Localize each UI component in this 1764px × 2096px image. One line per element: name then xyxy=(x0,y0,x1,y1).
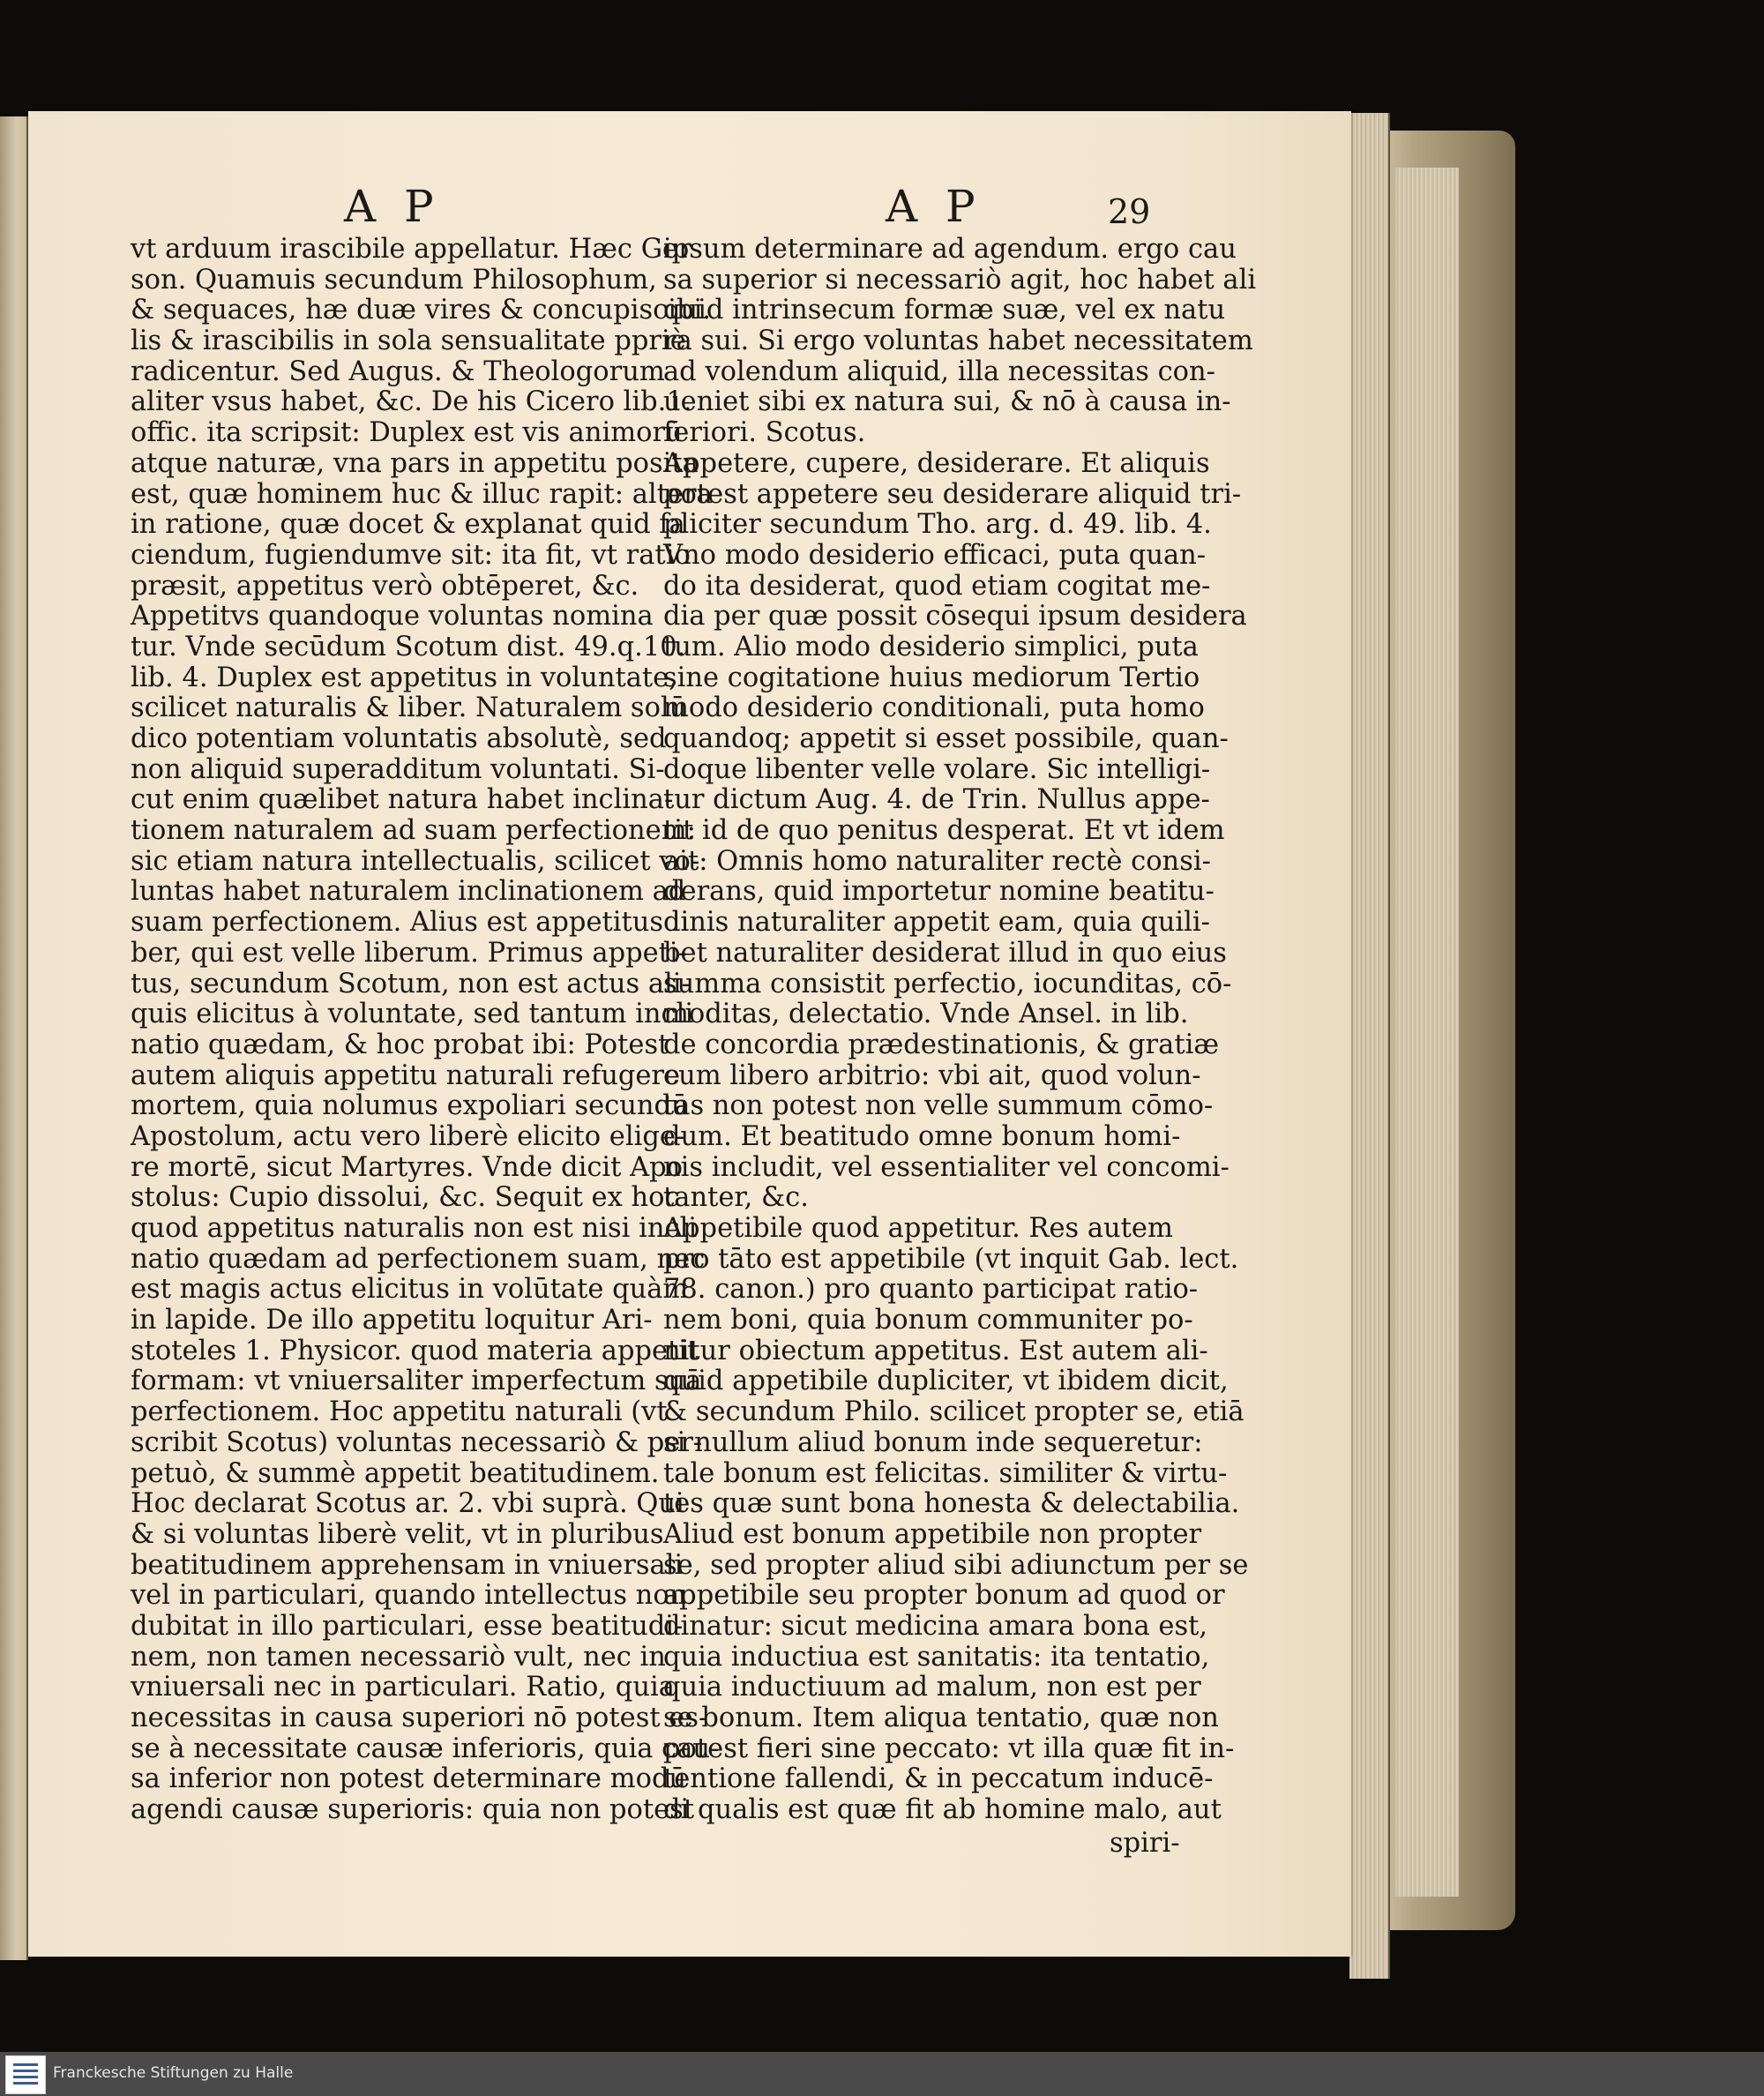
text-line: ber, qui est velle liberum. Primus appeti- xyxy=(131,937,687,969)
text-line: Appetere, cupere, desiderare. Et aliquis xyxy=(663,447,1210,479)
text-line: si nullum aliud bonum inde sequeretur: xyxy=(663,1426,1203,1458)
text-line: in ratione, quæ docet & explanat quid fa xyxy=(131,509,685,541)
text-line: lis & irascibilis in sola sensualitate ppriè xyxy=(131,326,686,357)
text-line: bet naturaliter desiderat illud in quo eius xyxy=(663,937,1227,969)
text-line: Aliud est bonum appetibile non propter xyxy=(663,1518,1202,1550)
text-line: de concordia prædestinationis, & gratiæ xyxy=(663,1029,1220,1060)
text-line: re mortē, sicut Martyres. Vnde dicit Apo xyxy=(131,1151,684,1183)
text-line: sine cogitatione huius mediorum Tertio xyxy=(663,662,1200,693)
text-line: quia inductiua est sanitatis: ita tentatio, xyxy=(663,1641,1210,1673)
text-line: moditas, delectatio. Vnde Ansel. in lib. xyxy=(663,999,1189,1030)
text-line: ait: Omnis homo naturaliter rectè consi- xyxy=(663,845,1211,877)
text-line: nem, non tamen necessariò vult, nec in xyxy=(131,1641,666,1673)
text-line: tentione fallendi, & in peccatum inducē- xyxy=(663,1763,1214,1795)
text-line: & secundum Philo. scilicet propter se, etiā xyxy=(663,1396,1245,1428)
left-text-column xyxy=(131,234,720,1826)
text-line: beatitudinem apprehensam in vniuersali xyxy=(131,1549,684,1581)
page-stack-edges xyxy=(1349,113,1390,1979)
text-line: est magis actus elicitus in volūtate quàm xyxy=(131,1274,689,1306)
text-line: tale bonum est felicitas. similiter & virtu- xyxy=(663,1457,1228,1489)
text-line: doque libenter velle volare. Sic intelligi- xyxy=(663,753,1211,785)
text-line: natio quædam, & hoc probat ibi: Potest xyxy=(131,1029,669,1060)
text-line: necessitas in causa superiori nō potest es- xyxy=(131,1703,708,1733)
text-line: scilicet naturalis & liber. Naturalem solū xyxy=(131,692,687,724)
text-line: cut enim quælibet natura habet inclina- xyxy=(131,784,674,816)
text-line: stolus: Cupio dissolui, &c. Sequit ex hoc xyxy=(131,1182,680,1214)
right-text-column xyxy=(663,234,1257,1826)
text-line: derans, quid importetur nomine beatitu- xyxy=(663,876,1215,908)
text-line: non aliquid superadditum voluntati. Si- xyxy=(131,753,665,785)
text-line: quid intrinsecum formæ suæ, vel ex natu xyxy=(663,295,1226,326)
text-line: dico potentiam voluntatis absolutè, sed xyxy=(131,723,667,754)
text-line: formam: vt vniuersaliter imperfectum suā xyxy=(131,1366,702,1397)
text-line: Hoc declarat Scotus ar. 2. vbi suprà. Qui xyxy=(131,1488,684,1520)
text-line: vel in particulari, quando intellectus non xyxy=(131,1580,687,1612)
text-line: luntas habet naturalem inclinationem ad xyxy=(131,876,686,908)
text-line: stoteles 1. Physicor. quod materia appetit xyxy=(131,1335,699,1366)
text-line: tit id de quo penitus desperat. Et vt idem xyxy=(663,815,1225,847)
text-line: son. Quamuis secundum Philosophum, xyxy=(131,264,657,296)
text-line: atque naturæ, vna pars in appetitu posita xyxy=(131,447,699,479)
running-head-right: A P xyxy=(886,181,983,232)
text-line: vniuersali nec in particulari. Ratio, quia xyxy=(131,1672,675,1703)
text-line: quis elicitus à voluntate, sed tantum incli xyxy=(131,999,694,1030)
text-line: nem boni, quia bonum communiter po- xyxy=(663,1305,1193,1336)
text-line: tes quæ sunt bona honesta & delectabilia. xyxy=(663,1488,1240,1520)
text-line: dia per quæ possit cōsequi ipsum desidera xyxy=(663,601,1247,633)
running-head-left: A P xyxy=(344,181,441,232)
text-line: in lapide. De illo appetitu loquitur Ari- xyxy=(131,1305,653,1336)
text-line: ad volendum aliquid, illa necessitas con- xyxy=(663,356,1215,387)
text-line: sa inferior non potest determinare modū xyxy=(131,1763,687,1795)
text-line: tanter, &c. xyxy=(663,1182,809,1214)
text-line: Appetibile quod appetitur. Res autem xyxy=(663,1213,1173,1244)
text-line: aliter vsus habet, &c. De his Cicero lib.1. xyxy=(131,386,692,418)
text-line: tur. Vnde secūdum Scotum dist. 49.q.10. xyxy=(131,631,686,662)
text-line: quandoq; appetit si esset possibile, quan- xyxy=(663,723,1229,754)
viewer-footer-bar xyxy=(0,2052,1764,2096)
text-line: agendi causæ superioris: quia non potest xyxy=(131,1794,695,1826)
text-line: dinis naturaliter appetit eam, quia quili- xyxy=(663,907,1210,939)
text-line: se bonum. Item aliqua tentatio, quæ non xyxy=(663,1703,1219,1733)
text-line: Apostolum, actu vero liberè elicito elige- xyxy=(131,1120,685,1152)
text-line: pliciter secundum Tho. arg. d. 49. lib. 4. xyxy=(663,509,1212,541)
text-line: sic etiam natura intellectualis, scilicet vo- xyxy=(131,845,700,877)
text-line: Vno modo desiderio efficaci, puta quan- xyxy=(663,539,1207,571)
text-line: summa consistit perfectio, iocunditas, cō- xyxy=(663,968,1232,999)
institution-name: Franckesche Stiftungen zu Halle xyxy=(53,2064,294,2082)
text-line: est, quæ hominem huc & illuc rapit: altera xyxy=(131,478,713,510)
text-line: mortem, quia nolumus expoliari secundū xyxy=(131,1090,689,1122)
text-line: tur dictum Aug. 4. de Trin. Nullus appe- xyxy=(663,784,1210,816)
text-line: dinatur: sicut medicina amara bona est, xyxy=(663,1610,1208,1642)
text-line: quod appetitus naturalis non est nisi incli xyxy=(131,1213,698,1244)
text-line: feriori. Scotus. xyxy=(663,417,866,449)
text-line: pro tāto est appetibile (vt inquit Gab. lect. xyxy=(663,1243,1239,1275)
text-line: se à necessitate causæ inferioris, quia cau- xyxy=(131,1733,720,1764)
text-line: dubitat in illo particulari, esse beatitudi- xyxy=(131,1610,684,1642)
text-line: nitur obiectum appetitus. Est autem ali- xyxy=(663,1335,1208,1366)
text-line: & si voluntas liberè velit, vt in pluribus xyxy=(131,1518,664,1550)
text-line: quid appetibile dupliciter, vt ibidem dicit, xyxy=(663,1366,1229,1397)
text-line: ueniet sibi ex natura sui, & nō à causa in- xyxy=(663,386,1231,418)
page-number: 29 xyxy=(1108,192,1151,231)
text-line: appetibile seu propter bonum ad quod or xyxy=(663,1580,1225,1612)
text-line: sa superior si necessariò agit, hoc habet ali xyxy=(663,264,1257,296)
text-line: vt arduum irascibile appellatur. Hæc Ger xyxy=(131,234,691,265)
text-line: lib. 4. Duplex est appetitus in voluntate, xyxy=(131,662,677,693)
text-line: potest fieri sine peccato: vt illa quæ fit in- xyxy=(663,1733,1235,1764)
catchword: spiri- xyxy=(1110,1828,1180,1859)
text-line: ciendum, fugiendumve sit: ita fit, vt ratio xyxy=(131,539,691,571)
text-line: præsit, appetitus verò obtēperet, &c. xyxy=(131,570,639,602)
text-line: tus, secundum Scotum, non est actus ali- xyxy=(131,968,691,999)
text-line: ra sui. Si ergo voluntas habet necessitatem xyxy=(663,326,1253,357)
text-line: do ita desiderat, quod etiam cogitat me- xyxy=(663,570,1211,602)
text-line: scribit Scotus) voluntas necessariò & per- xyxy=(131,1426,703,1458)
text-line: suam perfectionem. Alius est appetitus li xyxy=(131,907,690,939)
text-line: petuò, & summè appetit beatitudinem. xyxy=(131,1457,660,1489)
facing-page-edge xyxy=(0,116,28,1960)
text-line: perfectionem. Hoc appetitu naturali (vt xyxy=(131,1396,668,1428)
text-line: ipsum determinare ad agendum. ergo cau xyxy=(663,234,1237,265)
text-line: cum libero arbitrio: vbi ait, quod volun- xyxy=(663,1059,1201,1091)
text-line: modo desiderio conditionali, puta homo xyxy=(663,692,1205,724)
text-line: tas non potest non velle summum cōmo- xyxy=(663,1090,1214,1122)
text-line: Appetitvs quandoque voluntas nomina xyxy=(131,601,654,633)
text-line: & sequaces, hæ duæ vires & concupiscibi. xyxy=(131,295,711,326)
text-line: dum. Et beatitudo omne bonum homi- xyxy=(663,1120,1181,1152)
text-line: se, sed propter aliud sibi adiunctum per se xyxy=(663,1549,1249,1581)
book-block-edge xyxy=(1395,168,1459,1897)
text-line: di qualis est quæ fit ab homine malo, aut xyxy=(663,1794,1222,1826)
text-line: autem aliquis appetitu naturali refugere xyxy=(131,1059,681,1091)
text-line: tionem naturalem ad suam perfectionem: xyxy=(131,815,696,847)
text-line: nis includit, vel essentialiter vel concomi- xyxy=(663,1151,1230,1183)
text-line: natio quædam ad perfectionem suam, nec xyxy=(131,1243,706,1275)
text-line: radicentur. Sed Augus. & Theologorum xyxy=(131,356,665,387)
text-line: 78. canon.) pro quanto participat ratio- xyxy=(663,1274,1199,1306)
text-line: offic. ita scripsit: Duplex est vis animorū xyxy=(131,417,683,449)
text-line: potest appetere seu desiderare aliquid tri- xyxy=(663,478,1242,510)
text-line: tum. Alio modo desiderio simplici, puta xyxy=(663,631,1199,662)
library-logo-icon xyxy=(5,2055,46,2094)
text-line: quia inductiuum ad malum, non est per xyxy=(663,1672,1201,1703)
